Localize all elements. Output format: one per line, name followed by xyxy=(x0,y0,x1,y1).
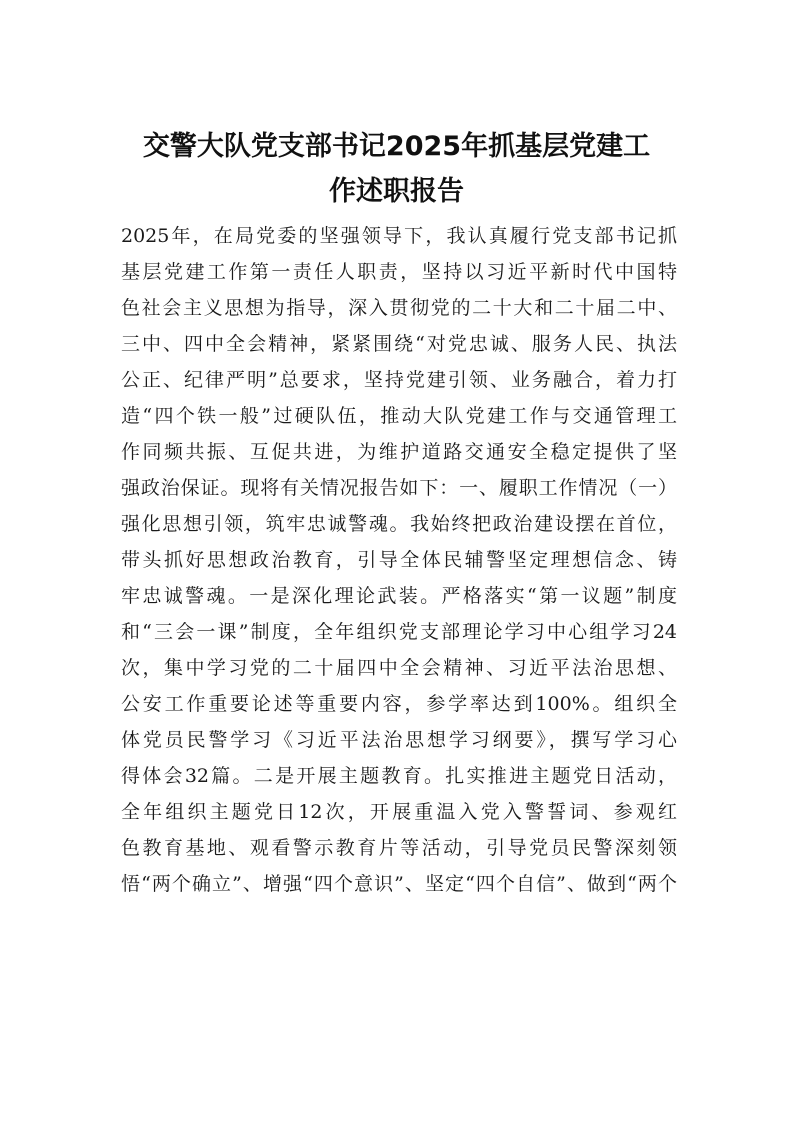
body-line: 体党员民警学习《习近平法治思想学习纲要》，撰写学习心 xyxy=(121,729,677,751)
body-line: 作同频共振、互促共进，为维护道路交通安全稳定提供了坚 xyxy=(121,441,677,463)
body-line: 色社会主义思想为指导，深入贯彻党的二十大和二十届二中、 xyxy=(121,297,677,319)
report-body xyxy=(121,218,677,902)
document-title xyxy=(100,124,693,214)
body-line: 公安工作重要论述等重要内容，参学率达到100%。组织全 xyxy=(121,693,677,715)
body-line: 和“三会一课”制度，全年组织党支部理论学习中心组学习24 xyxy=(121,621,677,643)
body-line: 强化思想引领，筑牢忠诚警魂。我始终把政治建设摆在首位， xyxy=(121,513,677,535)
body-line: 2025年，在局党委的坚强领导下，我认真履行党支部书记抓 xyxy=(121,225,677,247)
body-line: 得体会32篇。二是开展主题教育。扎实推进主题党日活动， xyxy=(121,765,677,787)
body-line: 三中、四中全会精神，紧紧围绕“对党忠诚、服务人民、执法 xyxy=(121,333,677,355)
body-line: 全年组织主题党日12次，开展重温入党入警誓词、参观红 xyxy=(121,801,677,823)
body-line: 带头抓好思想政治教育，引导全体民辅警坚定理想信念、铸 xyxy=(121,549,677,571)
body-line: 色教育基地、观看警示教育片等活动，引导党员民警深刻领 xyxy=(121,837,677,859)
title-line-2: 作述职报告 xyxy=(329,176,464,207)
body-line: 造“四个铁一般”过硬队伍，推动大队党建工作与交通管理工 xyxy=(121,405,677,427)
body-line: 牢忠诚警魂。一是深化理论武装。严格落实“第一议题”制度 xyxy=(121,585,677,607)
body-line: 基层党建工作第一责任人职责，坚持以习近平新时代中国特 xyxy=(121,261,677,283)
body-line: 强政治保证。现将有关情况报告如下：一、履职工作情况（一） xyxy=(121,477,677,499)
body-line: 次，集中学习党的二十届四中全会精神、习近平法治思想、 xyxy=(121,657,677,679)
body-line: 公正、纪律严明”总要求，坚持党建引领、业务融合，着力打 xyxy=(121,369,677,391)
title-line-1: 交警大队党支部书记2025年抓基层党建工 xyxy=(142,131,651,162)
body-line: 悟“两个确立”、增强“四个意识”、坚定“四个自信”、做到“两个 xyxy=(121,873,677,895)
